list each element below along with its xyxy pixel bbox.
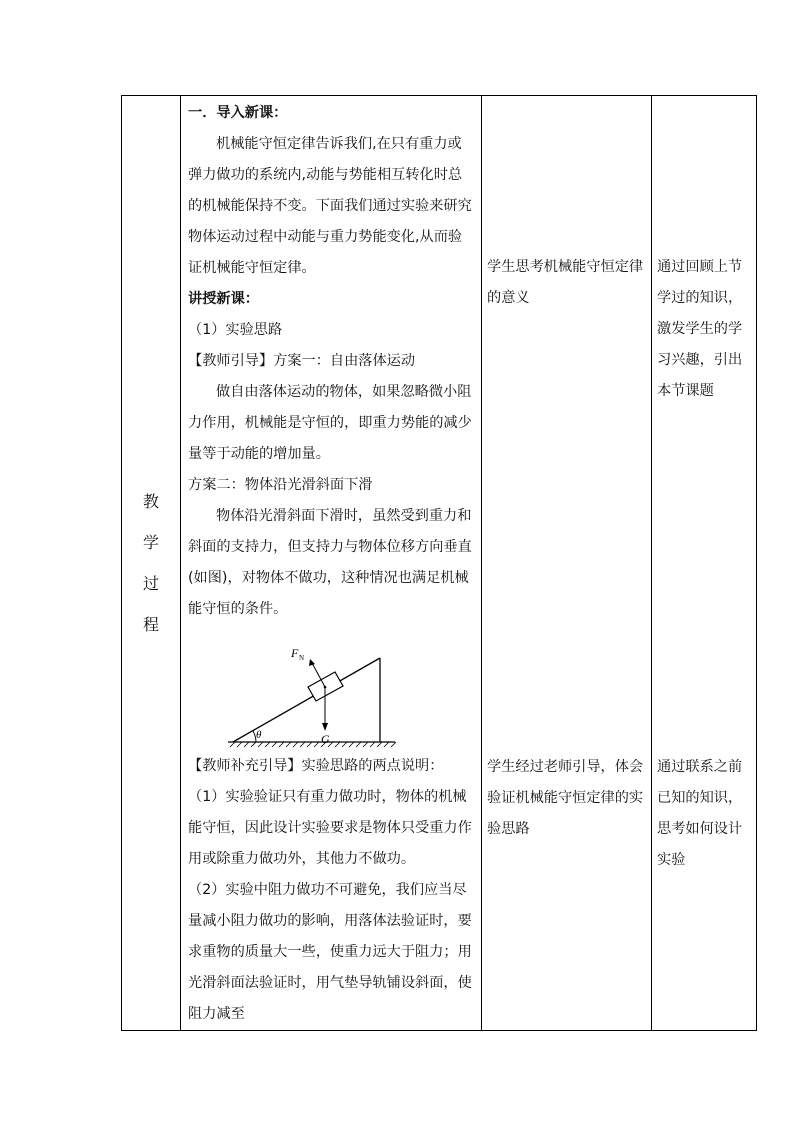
angle-label: θ bbox=[256, 729, 262, 741]
supplement-text: 实验思路的两点说明： bbox=[301, 758, 444, 774]
new-lesson-heading: 讲授新课： bbox=[188, 291, 259, 307]
force-label-sub: N bbox=[299, 654, 305, 662]
idea-title: （1）实验思路 bbox=[188, 322, 283, 338]
normal-force-arrowhead bbox=[309, 659, 315, 666]
design-intent-cell bbox=[652, 96, 757, 1031]
intro-text: 机械能守恒定律告诉我们,在只有重力或弹力做功的系统内,动能与势能相互转化时总的机械能保持不变。下面我们通过实验来研究物体运动过程中动能与重力势能变化,从而验证机械能守恒定律。 bbox=[188, 136, 472, 276]
lesson-content bbox=[181, 96, 481, 1030]
row-label-char: 过 bbox=[142, 574, 159, 593]
design-intent-2: 通过联系之前已知的知识，思考如何设计实验 bbox=[657, 759, 743, 868]
row-label-char: 教 bbox=[142, 492, 159, 511]
row-label bbox=[122, 481, 180, 645]
ground-hatch bbox=[230, 742, 396, 747]
plan2-text: 物体沿光滑斜面下滑时，虽然受到重力和斜面的支持力，但支持力与物体位移方向垂直(如图)，对物体不做功，这种情况也满足机械能守恒的条件。 bbox=[188, 508, 472, 617]
center-dot bbox=[324, 686, 327, 689]
lesson-content-cell bbox=[181, 96, 482, 1031]
supplement-label: 【教师补充引导】 bbox=[188, 758, 302, 774]
plan1-text: 做自由落体运动的物体，如果忽略微小阻力作用，机械能是守恒的，即重力势能的减少量等于动能的增加量。 bbox=[188, 384, 472, 462]
teacher-guide-label: 【教师引导】 bbox=[188, 353, 274, 369]
design-intent-1: 通过回顾上节学过的知识，激发学生的学习兴趣，引出本节课题 bbox=[657, 259, 743, 399]
row-label-char: 学 bbox=[142, 533, 159, 552]
lesson-plan-table bbox=[121, 95, 757, 1031]
force-label: F bbox=[291, 646, 299, 660]
plan2-title: 方案二：物体沿光滑斜面下滑 bbox=[188, 477, 373, 493]
gravity-arrowhead bbox=[322, 723, 328, 731]
student-activity-2: 学生经过老师引导，体会验证机械能守恒定律的实验思路 bbox=[487, 759, 644, 837]
student-activity-cell bbox=[482, 96, 652, 1031]
point2-text: （2）实验中阻力做功不可避免，我们应当尽量减小阻力做功的影响，用落体法验证时，要求重物的质量大一些，使重力远大于阻力；用光滑斜面法验证时，用气垫导轨铺设斜面，使阻力减至 bbox=[188, 882, 472, 1022]
intro-heading: 一．导入新课： bbox=[188, 105, 288, 121]
row-label-cell bbox=[122, 96, 181, 1031]
supplement-line bbox=[188, 751, 475, 782]
plan1-title: 方案一：自由落体运动 bbox=[273, 353, 416, 369]
plan1-line bbox=[188, 346, 475, 377]
gravity-label: G bbox=[321, 732, 330, 746]
student-activity-1: 学生思考机械能守恒定律的意义 bbox=[487, 259, 644, 306]
row-label-char: 程 bbox=[142, 615, 159, 634]
point1-text: （1）实验验证只有重力做功时，物体的机械能守恒，因此设计实验要求是物体只受重力作用或除重力做功外，其他力不做功。 bbox=[188, 789, 472, 867]
incline-figure bbox=[188, 631, 475, 751]
incline-diagram bbox=[188, 631, 478, 751]
